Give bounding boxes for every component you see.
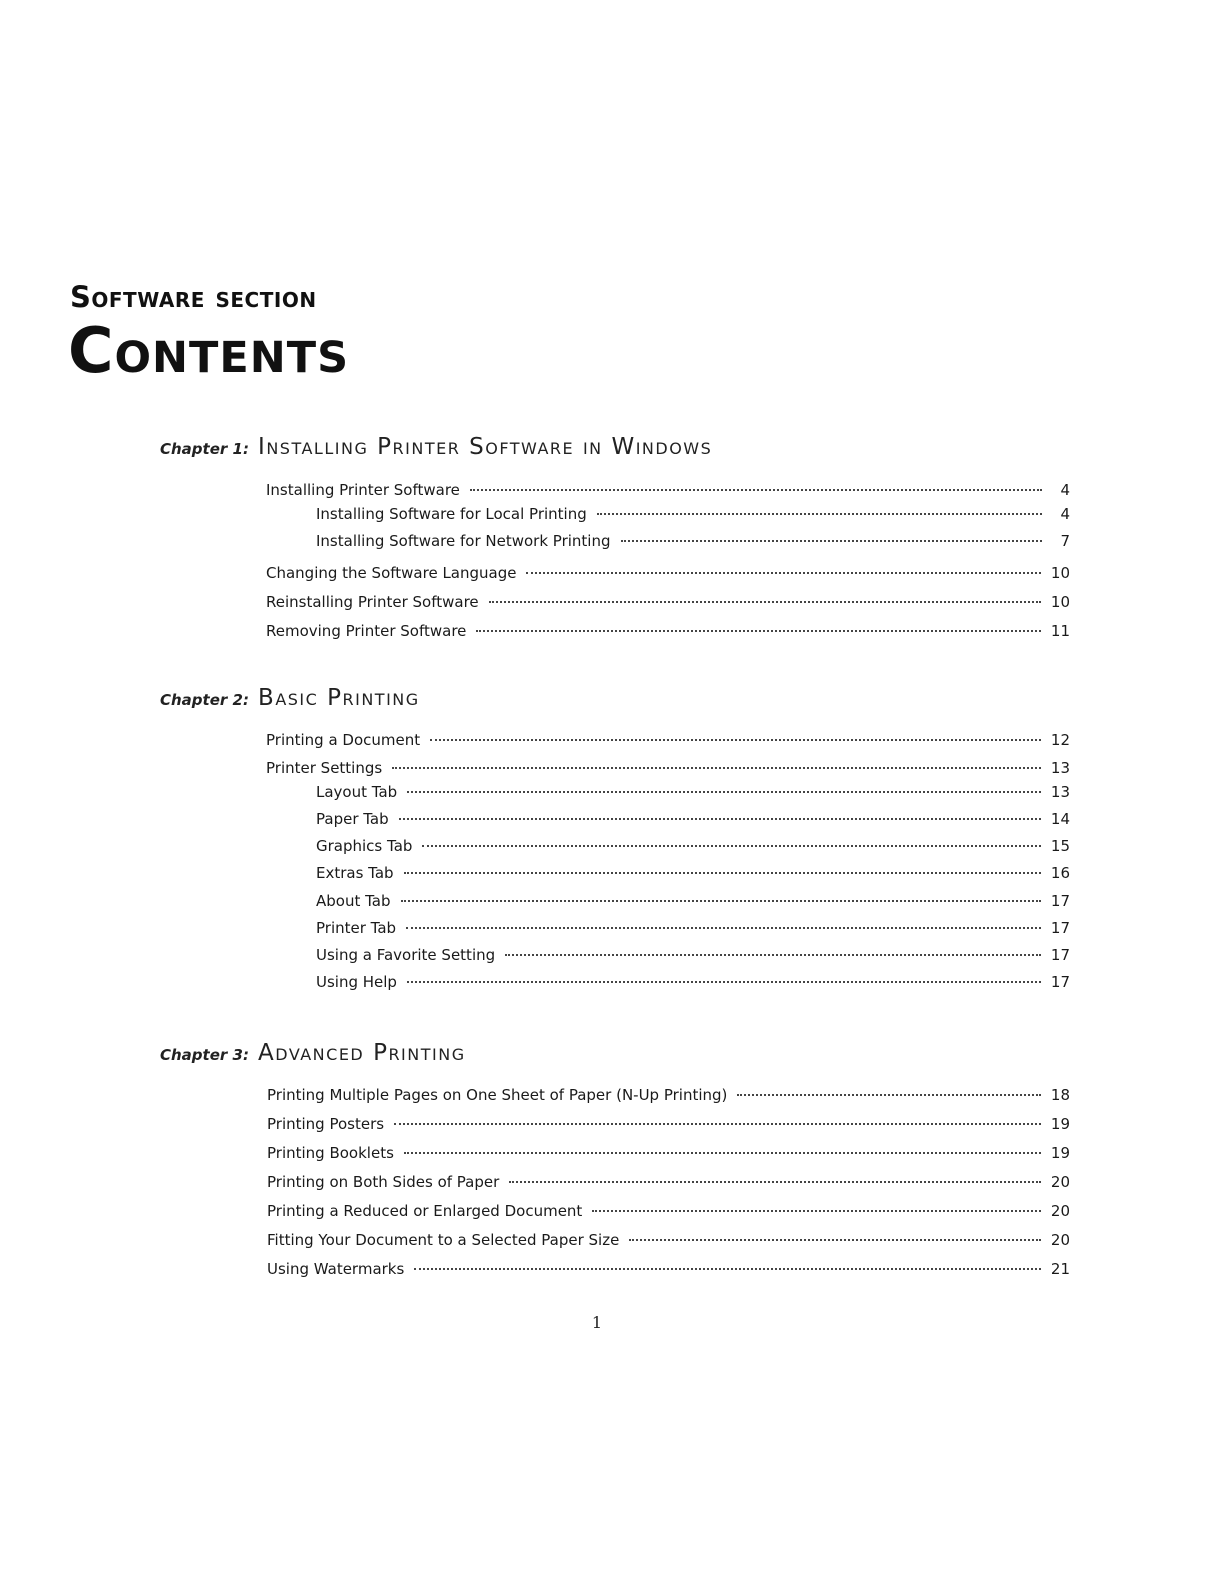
toc-entry-page: 12 bbox=[1050, 731, 1070, 749]
dot-leader bbox=[404, 1152, 1041, 1154]
dot-leader bbox=[406, 927, 1041, 929]
toc-entry-text: Layout Tab bbox=[316, 783, 398, 801]
toc-entry-text: Printing on Both Sides of Paper bbox=[267, 1173, 500, 1191]
dot-leader bbox=[401, 900, 1041, 902]
toc-entry-page: 18 bbox=[1050, 1086, 1070, 1104]
toc-entry-page: 7 bbox=[1060, 532, 1070, 550]
toc-entry[interactable] bbox=[267, 1201, 1070, 1221]
page-number: 1 bbox=[591, 1313, 603, 1332]
toc-entry[interactable] bbox=[316, 782, 1070, 802]
toc-entry-page: 14 bbox=[1050, 810, 1070, 828]
toc-entry-text: Installing Printer Software bbox=[266, 481, 460, 499]
page-title: Contents bbox=[68, 314, 350, 387]
toc-entry-text: Removing Printer Software bbox=[266, 622, 467, 640]
toc-entry[interactable] bbox=[316, 809, 1070, 829]
toc-entry-page: 21 bbox=[1050, 1260, 1070, 1278]
dot-leader bbox=[597, 513, 1042, 515]
dot-leader bbox=[407, 791, 1041, 793]
toc-entry[interactable] bbox=[267, 1143, 1070, 1163]
toc-entry-page: 13 bbox=[1050, 759, 1070, 777]
toc-entry-page: 20 bbox=[1050, 1173, 1070, 1191]
toc-entry[interactable] bbox=[267, 1114, 1070, 1134]
toc-entry-text: Printing a Reduced or Enlarged Document bbox=[267, 1202, 583, 1220]
toc-entry-text: Using Watermarks bbox=[267, 1260, 405, 1278]
toc-entry-text: Reinstalling Printer Software bbox=[266, 593, 479, 611]
toc-entry-page: 17 bbox=[1050, 892, 1070, 910]
toc-entry-page: 19 bbox=[1050, 1115, 1070, 1133]
toc-entry-text: Installing Software for Network Printing bbox=[316, 532, 611, 550]
toc-entry-page: 4 bbox=[1060, 481, 1070, 499]
toc-entry[interactable] bbox=[316, 531, 1070, 551]
chapter-title: Advanced Printing bbox=[258, 1040, 466, 1066]
toc-entry-text: Using Help bbox=[316, 973, 397, 991]
toc-entry-text: About Tab bbox=[316, 892, 391, 910]
toc-entry-page: 17 bbox=[1050, 946, 1070, 964]
dot-leader bbox=[422, 845, 1041, 847]
chapter-heading bbox=[160, 434, 712, 464]
toc-entry[interactable] bbox=[316, 972, 1070, 992]
chapter-heading bbox=[160, 685, 420, 715]
toc-entry-text: Graphics Tab bbox=[316, 837, 413, 855]
toc-entry-page: 15 bbox=[1050, 837, 1070, 855]
toc-entry[interactable] bbox=[316, 504, 1070, 524]
dot-leader bbox=[392, 767, 1041, 769]
toc-entry-text: Extras Tab bbox=[316, 864, 394, 882]
dot-leader bbox=[407, 981, 1041, 983]
toc-entry-page: 20 bbox=[1050, 1231, 1070, 1249]
toc-entry[interactable] bbox=[316, 891, 1070, 911]
toc-entry[interactable] bbox=[266, 758, 1070, 778]
toc-entry-page: 16 bbox=[1050, 864, 1070, 882]
toc-entry[interactable] bbox=[267, 1230, 1070, 1250]
chapter-label: Chapter 1: bbox=[160, 440, 249, 458]
toc-entry[interactable] bbox=[316, 918, 1070, 938]
toc-entry-text: Printing Posters bbox=[267, 1115, 385, 1133]
toc-entry-page: 10 bbox=[1050, 593, 1070, 611]
toc-entry-page: 13 bbox=[1050, 783, 1070, 801]
toc-entry-page: 10 bbox=[1050, 564, 1070, 582]
toc-entry-text: Paper Tab bbox=[316, 810, 389, 828]
toc-entry[interactable] bbox=[316, 836, 1070, 856]
dot-leader bbox=[629, 1239, 1041, 1241]
dot-leader bbox=[414, 1268, 1041, 1270]
dot-leader bbox=[476, 630, 1041, 632]
dot-leader bbox=[399, 818, 1041, 820]
toc-entry-page: 4 bbox=[1060, 505, 1070, 523]
dot-leader bbox=[737, 1094, 1041, 1096]
dot-leader bbox=[489, 601, 1041, 603]
toc-entry-text: Printing a Document bbox=[266, 731, 421, 749]
toc-entry-text: Installing Software for Local Printing bbox=[316, 505, 587, 523]
toc-entry[interactable] bbox=[266, 730, 1070, 750]
toc-entry[interactable] bbox=[266, 621, 1070, 641]
dot-leader bbox=[430, 739, 1041, 741]
dot-leader bbox=[526, 572, 1040, 574]
chapter-title: Basic Printing bbox=[258, 685, 420, 711]
toc-entry-text: Printing Multiple Pages on One Sheet of Paper (N-Up Printing) bbox=[267, 1086, 728, 1104]
toc-entry-text: Printer Tab bbox=[316, 919, 397, 937]
dot-leader bbox=[592, 1210, 1041, 1212]
chapter-heading bbox=[160, 1040, 466, 1070]
toc-entry[interactable] bbox=[267, 1259, 1070, 1279]
dot-leader bbox=[505, 954, 1041, 956]
chapter-label: Chapter 2: bbox=[160, 691, 249, 709]
toc-entry[interactable] bbox=[267, 1172, 1070, 1192]
section-label: Software section bbox=[70, 280, 317, 314]
dot-leader bbox=[470, 489, 1042, 491]
toc-entry-text: Printer Settings bbox=[266, 759, 383, 777]
chapter-label: Chapter 3: bbox=[160, 1046, 249, 1064]
toc-entry[interactable] bbox=[316, 863, 1070, 883]
dot-leader bbox=[509, 1181, 1041, 1183]
toc-entry-text: Using a Favorite Setting bbox=[316, 946, 496, 964]
toc-entry-page: 11 bbox=[1050, 622, 1070, 640]
toc-entry[interactable] bbox=[316, 945, 1070, 965]
toc-entry-text: Fitting Your Document to a Selected Paper Size bbox=[267, 1231, 620, 1249]
dot-leader bbox=[404, 872, 1041, 874]
toc-entry[interactable] bbox=[266, 592, 1070, 612]
dot-leader bbox=[394, 1123, 1041, 1125]
dot-leader bbox=[621, 540, 1043, 542]
toc-entry-page: 19 bbox=[1050, 1144, 1070, 1162]
toc-entry[interactable] bbox=[267, 1085, 1070, 1105]
toc-entry-page: 17 bbox=[1050, 973, 1070, 991]
toc-entry-page: 17 bbox=[1050, 919, 1070, 937]
toc-entry-text: Changing the Software Language bbox=[266, 564, 517, 582]
toc-entry[interactable] bbox=[266, 480, 1070, 500]
toc-entry-page: 20 bbox=[1050, 1202, 1070, 1220]
chapter-title: Installing Printer Software in Windows bbox=[258, 434, 713, 460]
toc-entry[interactable] bbox=[266, 563, 1070, 583]
toc-entry-text: Printing Booklets bbox=[267, 1144, 394, 1162]
